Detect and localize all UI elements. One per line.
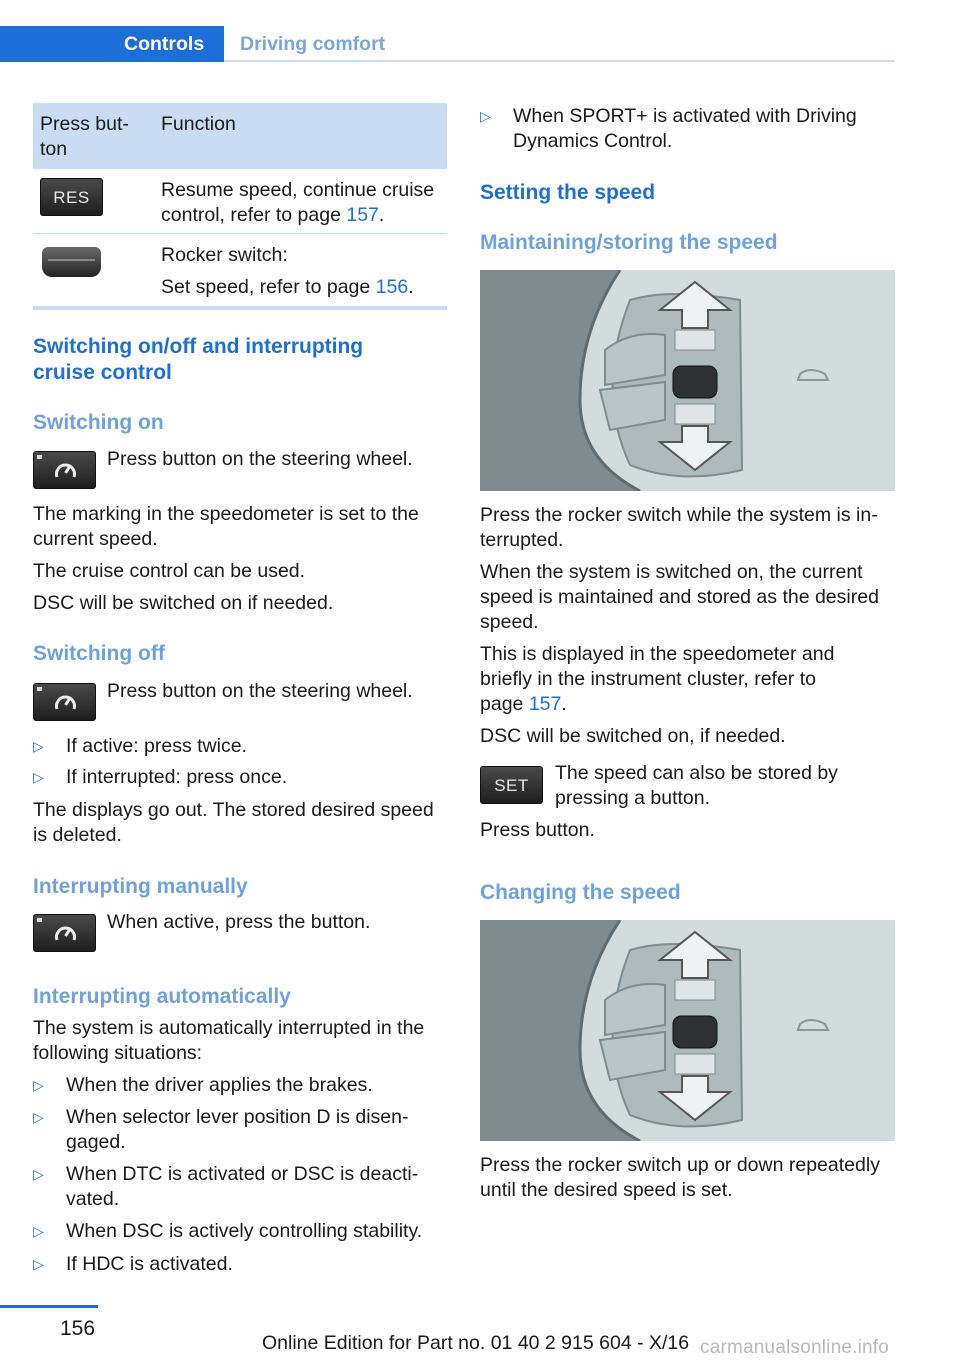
res-button-icon: RES (40, 178, 103, 216)
table-row (33, 234, 447, 306)
edition-text: Online Edition for Part no. 01 40 2 915 604 - X/16 (262, 1332, 690, 1354)
switching-off-text: Press button on the steering wheel. (107, 680, 413, 702)
triangle-bullet-icon: ▷ (33, 1109, 44, 1125)
page-header (0, 26, 895, 62)
triangle-bullet-icon: ▷ (33, 738, 44, 754)
heading-interrupting-manually: Interrupting manually (33, 875, 248, 898)
footer-rule (0, 1305, 98, 1308)
table-header (33, 103, 447, 169)
page-link[interactable]: 157 (528, 693, 562, 715)
paragraph: This is displayed in the speedometer and briefly in the instrument cluster, refer to page 157. (480, 643, 835, 715)
table-bottom-rule (33, 306, 447, 310)
triangle-bullet-icon: ▷ (33, 769, 44, 785)
paragraph: The system is automatically interrupted in the following situations: (33, 1017, 425, 1064)
heading-interrupting-automatically: Interrupting automatically (33, 985, 291, 1008)
triangle-bullet-icon: ▷ (33, 1223, 44, 1239)
table-row (33, 169, 447, 234)
paragraph: The cruise control can be used. (33, 560, 306, 582)
set-button-icon: SET (480, 766, 543, 804)
triangle-bullet-icon: ▷ (33, 1077, 44, 1093)
heading-switching-on: Switching on (33, 411, 164, 434)
paragraph: DSC will be switched on, if needed. (480, 725, 786, 747)
paragraph: DSC will be switched on if needed. (33, 592, 334, 614)
paragraph: The displays go out. The stored desired speed is deleted. (33, 799, 434, 846)
heading-changing-speed: Changing the speed (480, 881, 681, 904)
paragraph: The marking in the speedometer is set to the current speed. (33, 503, 419, 550)
heading-switching: Switching on/off and interrupting cruise control (33, 335, 364, 384)
triangle-bullet-icon: ▷ (33, 1166, 44, 1182)
triangle-bullet-icon: ▷ (480, 108, 491, 124)
switching-on-text: Press button on the steering wheel. (107, 448, 413, 470)
page-link[interactable]: 157 (346, 204, 379, 226)
watermark: carmanualsonline.info (700, 1337, 890, 1358)
section-tab[interactable]: Controls (0, 26, 224, 62)
paragraph: Press the rocker switch up or down repeatedly until the desired speed is set. (480, 1154, 880, 1201)
heading-maintaining-speed: Maintaining/storing the speed (480, 231, 778, 254)
table-cell-function: Resume speed, continue cruise control, refer to page 157. (161, 179, 435, 226)
page-number: 156 (60, 1317, 96, 1340)
page-link[interactable]: 156 (375, 276, 409, 298)
steering-wheel-rocker-image (480, 270, 895, 491)
triangle-bullet-icon: ▷ (33, 1256, 44, 1272)
set-text: The speed can also be stored by pressing a button. (555, 762, 838, 809)
paragraph: Press the rocker switch while the system is in- terrupted. (480, 504, 878, 551)
steering-wheel-rocker-image (480, 920, 895, 1141)
cruise-control-button-icon (33, 683, 96, 721)
manual-text: When active, press the button. (107, 911, 371, 933)
paragraph: When the system is switched on, the current speed is maintained and stored as the desired speed. (480, 561, 879, 633)
col-header-function: Function (161, 113, 236, 135)
cruise-control-button-icon (33, 914, 96, 952)
heading-switching-off: Switching off (33, 642, 165, 665)
button-function-table (33, 103, 447, 310)
rocker-switch-icon (40, 243, 103, 281)
heading-setting-speed: Setting the speed (480, 181, 656, 204)
table-cell-function: Rocker switch: Set speed, refer to page 156. (161, 244, 414, 298)
subsection-tab[interactable]: Driving comfort (240, 33, 386, 55)
cruise-control-button-icon (33, 451, 96, 489)
paragraph: Press button. (480, 819, 595, 841)
col-header-button: Press but- ton (40, 113, 129, 160)
